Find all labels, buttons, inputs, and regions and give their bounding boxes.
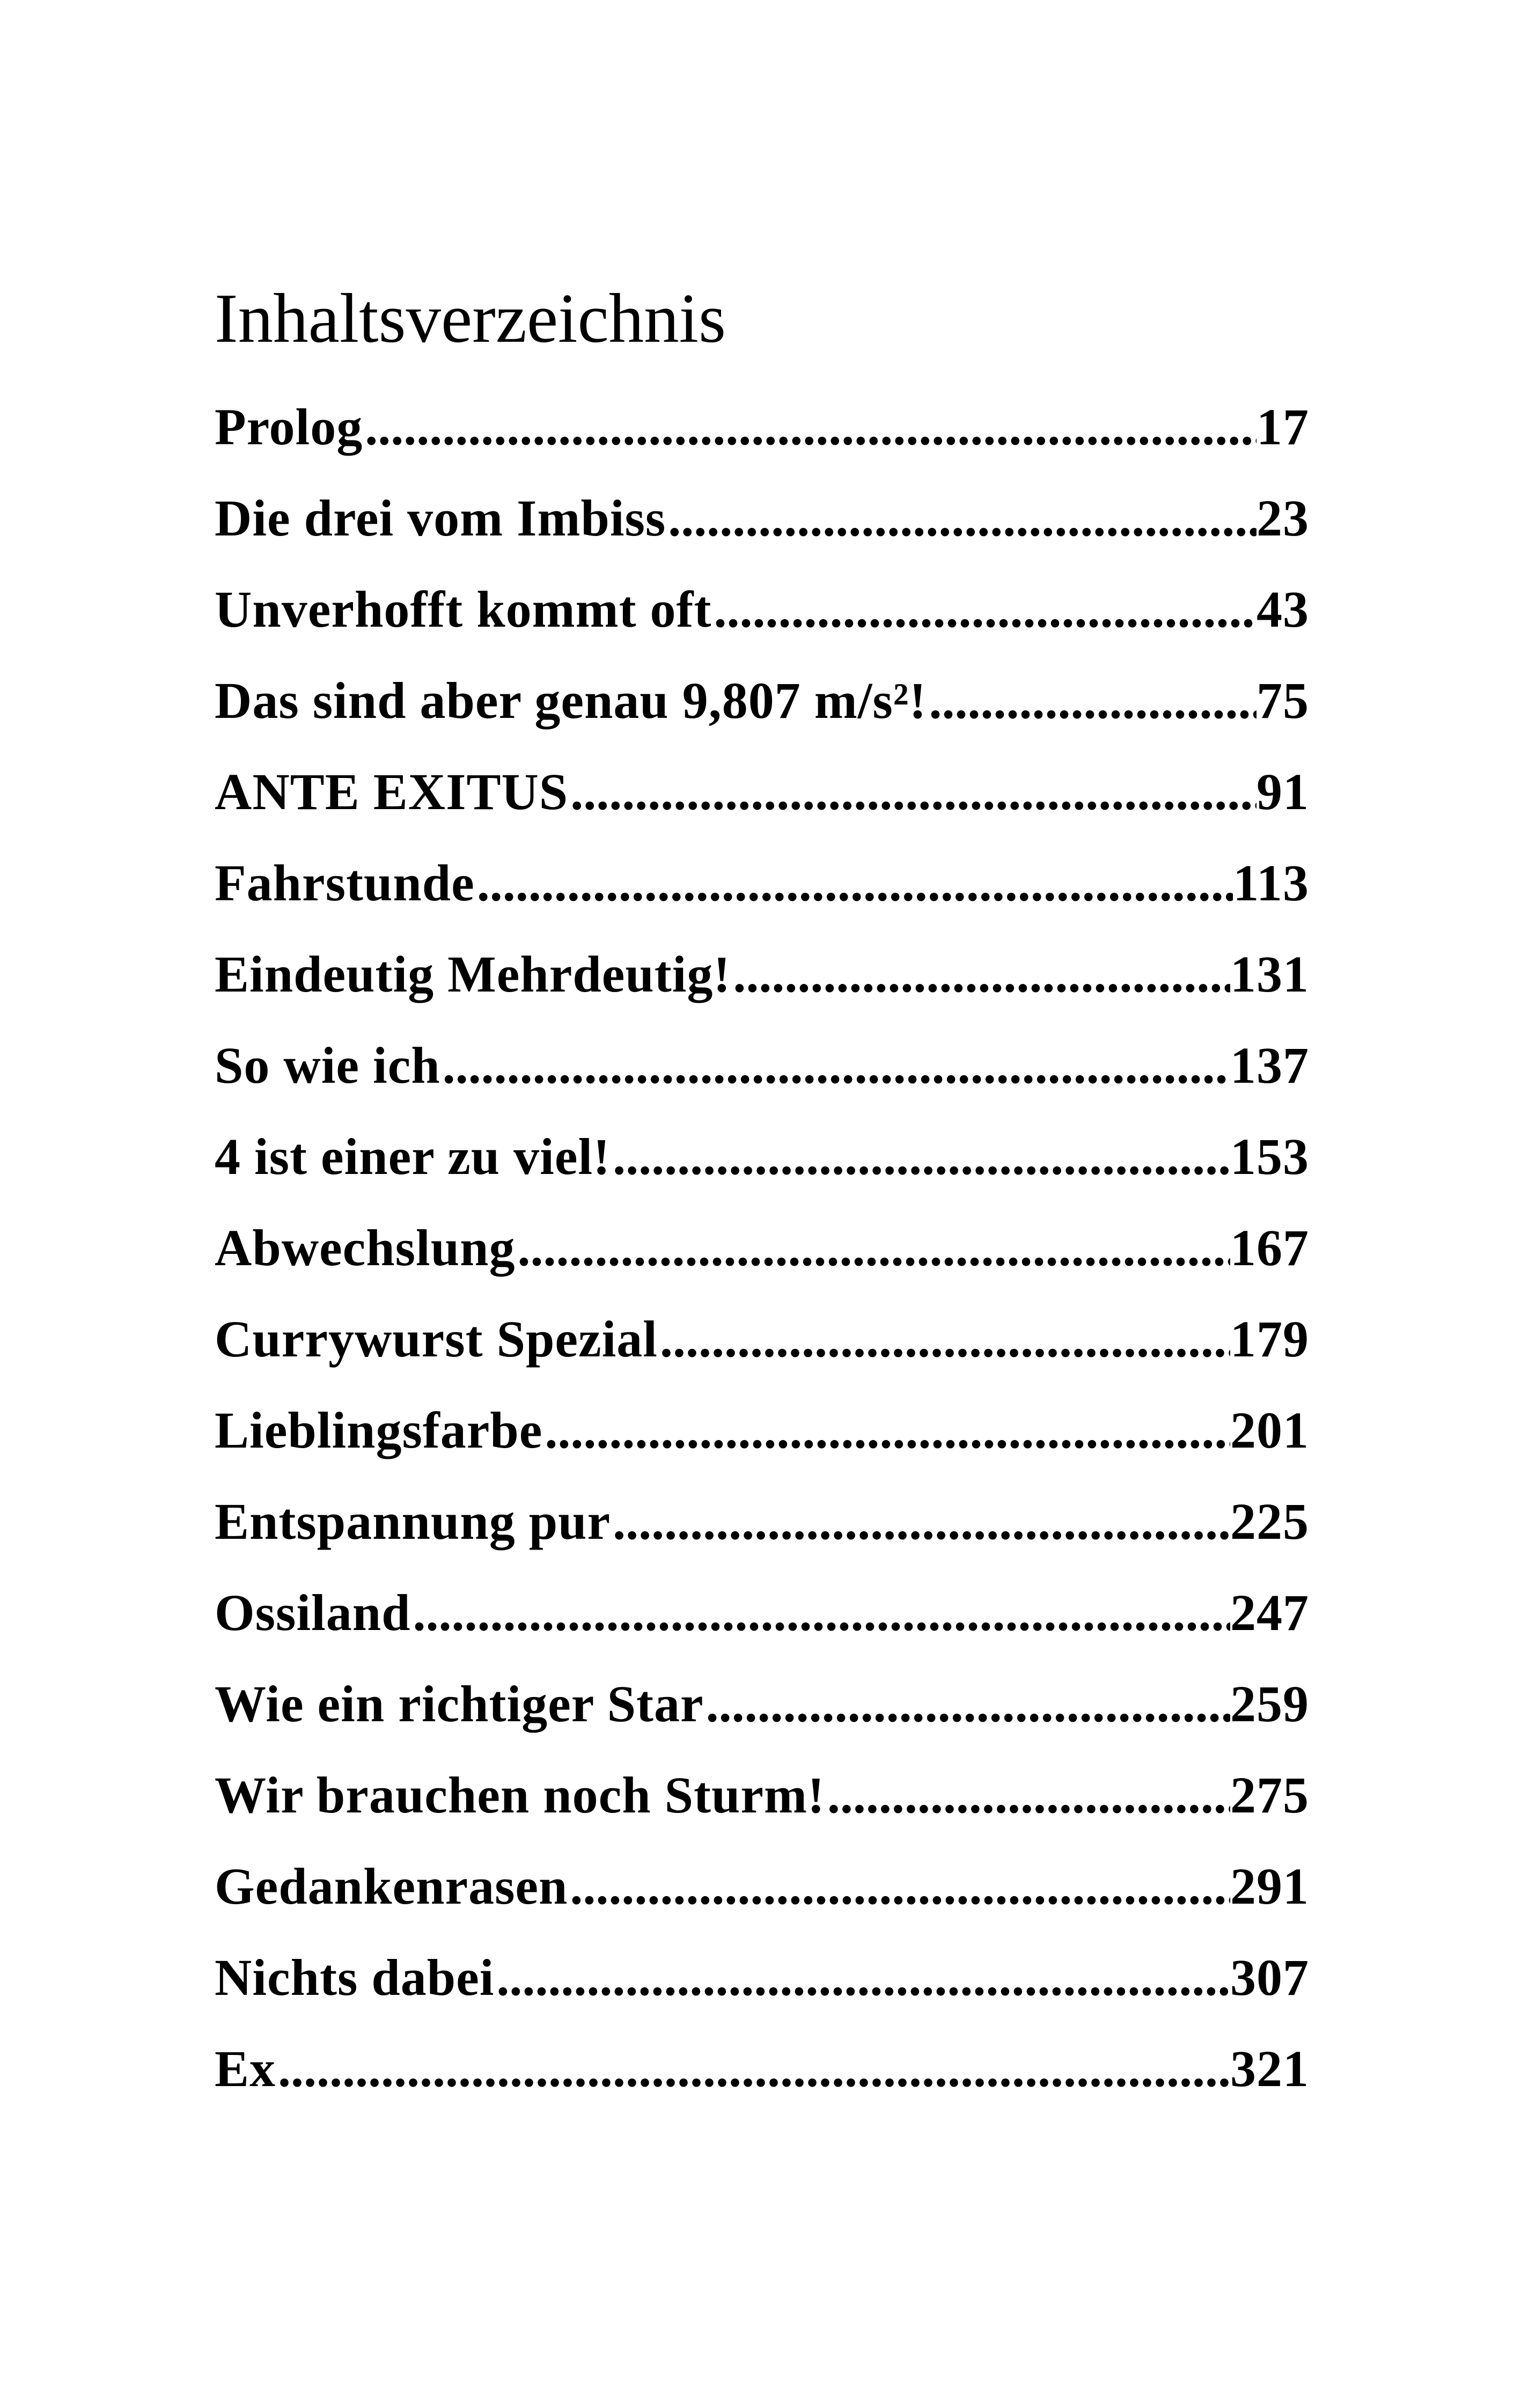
toc-entry-title: Lieblingsfarbe [215,1401,543,1459]
toc-page-number: 291 [1230,1858,1309,1915]
toc-entry-title: Entspannung pur [215,1493,611,1550]
toc-entry-entspannung-pur[interactable] [215,1492,1309,1583]
toc-entry-title: Eindeutig Mehrdeutig! [215,945,731,1003]
toc-page-number: 91 [1257,763,1309,820]
toc-entry-die-drei-vom-imbiss[interactable] [215,488,1309,579]
toc-entry-nichts-dabei[interactable] [215,1948,1309,2039]
toc-entry-title: Currywurst Spezial [215,1310,658,1368]
toc-page-number: 137 [1230,1037,1309,1094]
toc-entry-abwechslung[interactable] [215,1218,1309,1309]
toc-entry-title: ANTE EXITUS [215,763,569,820]
toc-entry-title: Gedankenrasen [215,1858,568,1915]
toc-page-number: 17 [1257,398,1309,456]
toc-entry-4-ist-einer-zu-viel[interactable] [215,1127,1309,1218]
toc-leader-dots [440,1036,1230,1095]
toc-leader-dots [363,397,1257,457]
toc-leader-dots [666,488,1257,548]
toc-leader-dots [927,671,1257,730]
toc-entry-title: Fahrstunde [215,854,475,912]
toc-entry-title: Wir brauchen noch Sturm! [215,1766,825,1824]
toc-leader-dots [515,1218,1230,1278]
toc-page-number: 23 [1257,489,1309,547]
toc-leader-dots [611,1492,1230,1551]
toc-entry-unverhofft-kommt-oft[interactable] [215,579,1309,671]
toc-leader-dots [276,2039,1230,2098]
toc-leader-dots [411,1583,1230,1642]
toc-page-number: 43 [1257,581,1309,638]
toc-entry-wir-brauchen-noch-sturm[interactable] [215,1765,1309,1856]
toc-entry-title: Nichts dabei [215,1949,495,2006]
toc-page-number: 179 [1230,1310,1309,1368]
toc-entry-das-sind-aber-genau[interactable] [215,671,1309,762]
toc-leader-dots [475,853,1233,913]
toc-entry-title: So wie ich [215,1037,440,1094]
toc-leader-dots [611,1127,1230,1186]
toc-list [215,397,1309,2130]
toc-entry-ante-exitus[interactable] [215,762,1309,853]
toc-entry-ex[interactable] [215,2039,1309,2130]
toc-leader-dots [711,579,1257,639]
toc-page-number: 307 [1230,1949,1309,2006]
toc-page-number: 201 [1230,1401,1309,1459]
toc-entry-title: 4 ist einer zu viel! [215,1128,611,1185]
toc-entry-fahrstunde[interactable] [215,853,1309,944]
toc-entry-so-wie-ich[interactable] [215,1036,1309,1127]
toc-entry-title: Ex [215,2040,276,2097]
toc-page-number: 225 [1230,1493,1309,1550]
toc-page-number: 275 [1230,1766,1309,1824]
toc-entry-gedankenrasen[interactable] [215,1856,1309,1948]
toc-leader-dots [825,1765,1230,1825]
toc-leader-dots [542,1400,1230,1460]
toc-entry-title: Abwechslung [215,1219,516,1276]
toc-leader-dots [568,762,1257,821]
toc-entry-title: Ossiland [215,1584,411,1641]
toc-entry-eindeutig-mehrdeutig[interactable] [215,944,1309,1036]
toc-heading: Inhaltsverzeichnis [215,280,726,357]
toc-entry-title: Wie ein richtiger Star [215,1675,704,1732]
toc-page-number: 153 [1230,1128,1309,1185]
toc-entry-wie-ein-richtiger-star[interactable] [215,1674,1309,1765]
toc-entry-prolog[interactable] [215,397,1309,488]
toc-entry-ossiland[interactable] [215,1583,1309,1674]
toc-page-number: 259 [1230,1675,1309,1732]
toc-leader-dots [704,1674,1230,1734]
toc-page-number: 75 [1257,672,1309,729]
toc-entry-title: Unverhofft kommt oft [215,581,712,638]
toc-entry-lieblingsfarbe[interactable] [215,1400,1309,1492]
toc-leader-dots [568,1856,1230,1916]
toc-entry-title: Das sind aber genau 9,807 m/s²! [215,672,927,729]
toc-entry-title: Die drei vom Imbiss [215,489,666,547]
toc-leader-dots [658,1309,1230,1369]
toc-entry-currywurst-spezial[interactable] [215,1309,1309,1400]
toc-page-number: 113 [1233,854,1309,912]
toc-page-number: 247 [1230,1584,1309,1641]
toc-leader-dots [494,1948,1230,2007]
toc-page-number: 131 [1230,945,1309,1003]
toc-entry-title: Prolog [215,398,363,456]
toc-page-number: 167 [1230,1219,1309,1276]
toc-leader-dots [731,944,1230,1004]
toc-page-number: 321 [1230,2040,1309,2097]
